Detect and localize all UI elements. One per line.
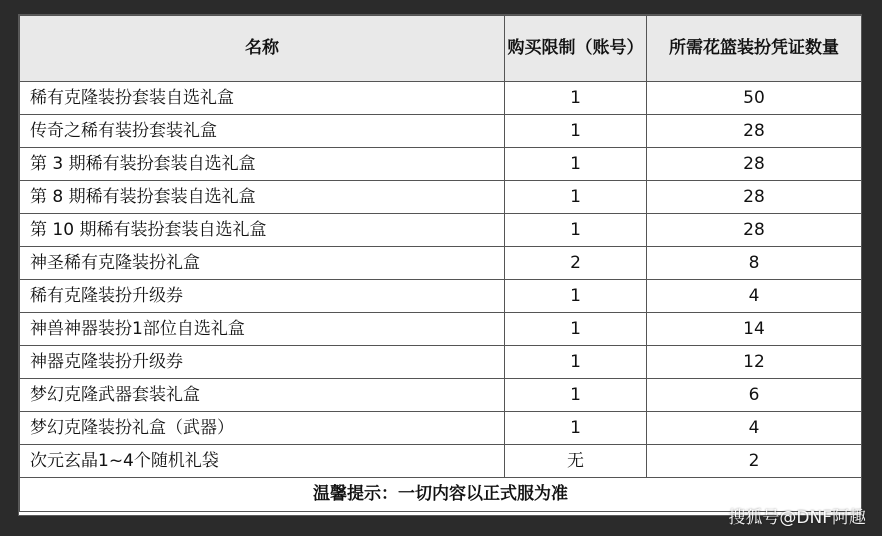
purchase-limit-cell: 无 [505,445,647,478]
voucher-cost-cell: 6 [647,379,862,412]
purchase-limit-cell: 1 [505,346,647,379]
table-row [20,148,862,181]
item-name-cell: 传奇之稀有装扮套装礼盒 [20,115,505,148]
voucher-cost-cell: 12 [647,346,862,379]
table-row [20,82,862,115]
item-name-cell: 第 8 期稀有装扮套装自选礼盒 [20,181,505,214]
footer-note: 温馨提示：一切内容以正式服为准 [20,478,862,512]
purchase-limit-cell: 1 [505,379,647,412]
voucher-cost-cell: 28 [647,214,862,247]
item-name-cell: 次元玄晶1~4个随机礼袋 [20,445,505,478]
item-name-cell: 稀有克隆装扮套装自选礼盒 [20,82,505,115]
item-name-cell: 稀有克隆装扮升级券 [20,280,505,313]
header-limit: 购买限制（账号） [505,16,647,82]
price-table-container [18,14,862,516]
item-name-cell: 神器克隆装扮升级券 [20,346,505,379]
item-name-cell: 梦幻克隆武器套装礼盒 [20,379,505,412]
table-row [20,313,862,346]
exchange-price-table [19,15,862,512]
table-row [20,379,862,412]
item-name-cell: 第 10 期稀有装扮套装自选礼盒 [20,214,505,247]
table-row [20,115,862,148]
purchase-limit-cell: 1 [505,148,647,181]
voucher-cost-cell: 28 [647,115,862,148]
voucher-cost-cell: 14 [647,313,862,346]
purchase-limit-cell: 1 [505,412,647,445]
table-body [20,82,862,478]
header-cost: 所需花篮装扮凭证数量 [647,16,862,82]
item-name-cell: 第 3 期稀有装扮套装自选礼盒 [20,148,505,181]
voucher-cost-cell: 28 [647,181,862,214]
table-row [20,412,862,445]
purchase-limit-cell: 2 [505,247,647,280]
table-header-row [20,16,862,82]
item-name-cell: 神兽神器装扮1部位自选礼盒 [20,313,505,346]
item-name-cell: 神圣稀有克隆装扮礼盒 [20,247,505,280]
purchase-limit-cell: 1 [505,82,647,115]
purchase-limit-cell: 1 [505,181,647,214]
purchase-limit-cell: 1 [505,115,647,148]
table-row [20,280,862,313]
purchase-limit-cell: 1 [505,280,647,313]
table-row [20,214,862,247]
voucher-cost-cell: 2 [647,445,862,478]
voucher-cost-cell: 8 [647,247,862,280]
purchase-limit-cell: 1 [505,214,647,247]
table-row [20,346,862,379]
voucher-cost-cell: 50 [647,82,862,115]
watermark-text: 搜狐号@DNF阿趣 [728,508,866,528]
header-name: 名称 [20,16,505,82]
purchase-limit-cell: 1 [505,313,647,346]
table-row [20,247,862,280]
table-row [20,181,862,214]
voucher-cost-cell: 28 [647,148,862,181]
voucher-cost-cell: 4 [647,412,862,445]
item-name-cell: 梦幻克隆装扮礼盒（武器） [20,412,505,445]
table-row [20,445,862,478]
voucher-cost-cell: 4 [647,280,862,313]
